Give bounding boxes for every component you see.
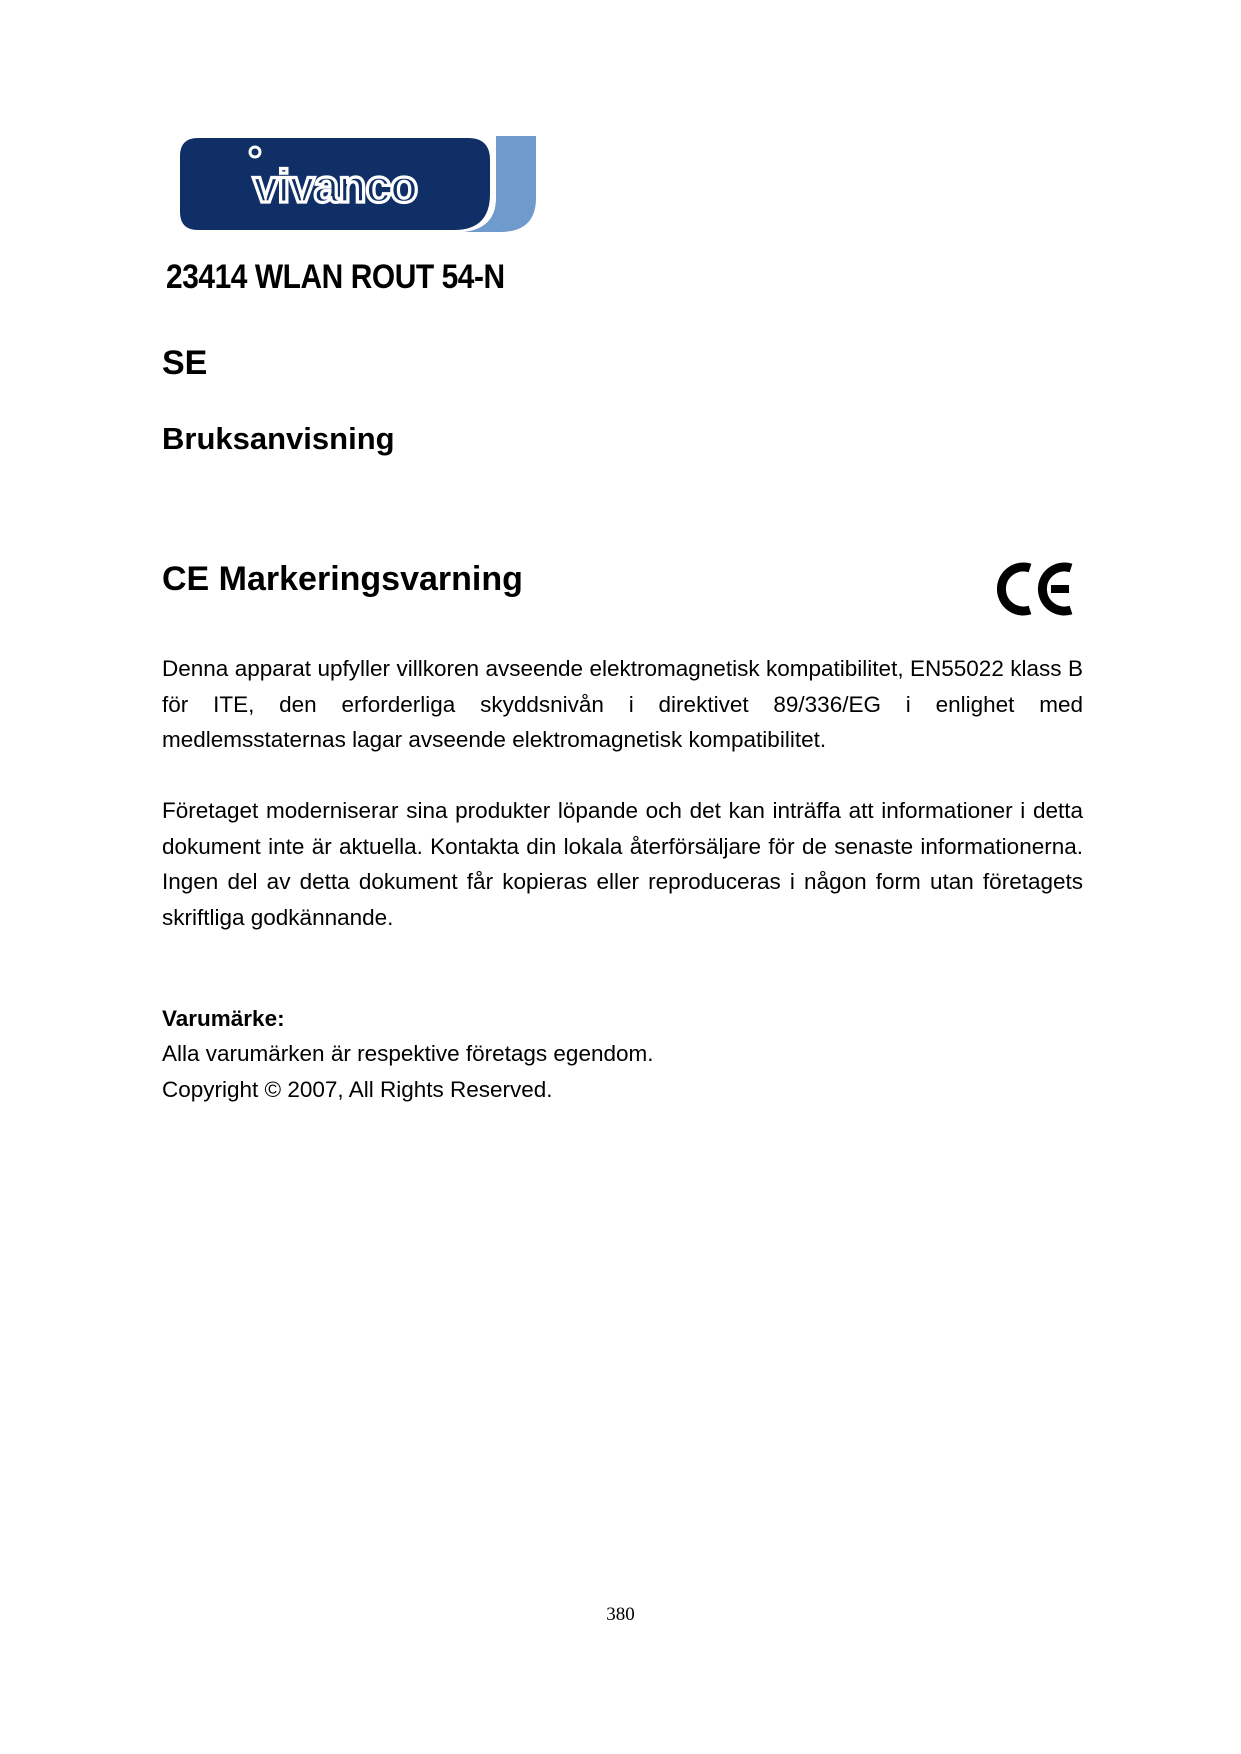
ce-mark-icon — [995, 560, 1075, 618]
ce-section-heading: CE Markeringsvarning — [162, 560, 523, 598]
page-number: 380 — [606, 1604, 635, 1625]
language-code: SE — [162, 344, 208, 382]
vivanco-logo — [178, 136, 536, 232]
copyright-statement: Copyright © 2007, All Rights Reserved. — [162, 1077, 553, 1102]
document-type: Bruksanvisning — [162, 421, 395, 456]
trademark-statement: Alla varumärken är respektive företags egendom. — [162, 1041, 654, 1066]
product-title: 23414 WLAN ROUT 54-N — [166, 258, 505, 296]
ce-compliance-paragraph: Denna apparat upfyller villkoren avseende elektromagnetisk kompatibilitet, EN55022 klass B för ITE, den erforderliga skyddsnivån i direktivet 89/336/EG i enlighet med medlemsstaternas lagar avseende elektromagnetisk kompatibilitet. — [162, 656, 1083, 752]
disclaimer-paragraph: Företaget moderniserar sina produkter löpande och det kan inträffa att informationer i detta dokument inte är aktuella. Kontakta din lokala återförsäljare för de senaste informationerna. Ingen del av detta dokument får kopieras eller reproduceras i någon form utan företagets skriftliga godkännande. — [162, 798, 1083, 930]
trademark-label: Varumärke: — [162, 1006, 285, 1031]
logo-wordmark: vivanco — [252, 160, 418, 212]
